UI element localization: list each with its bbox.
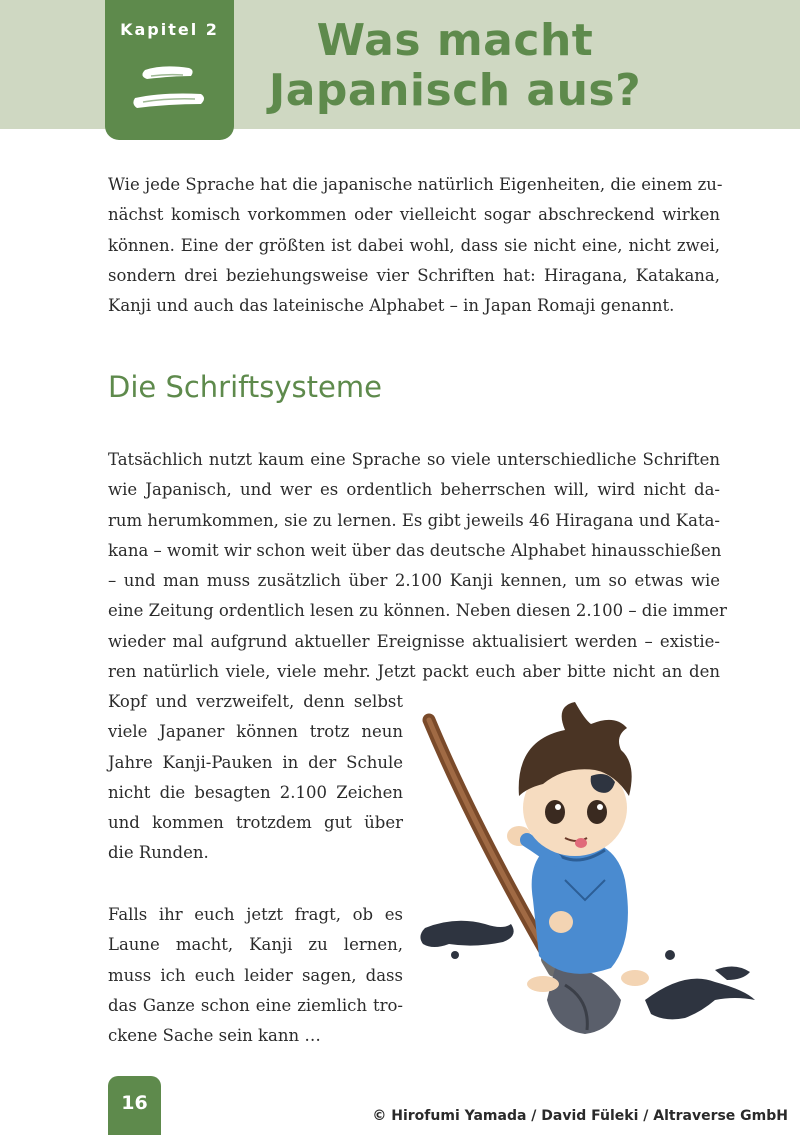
intro-paragraph <box>108 170 723 321</box>
paragraph-line: viele Japaner können trotz neun <box>108 722 403 742</box>
copyright-notice: © Hirofumi Yamada / David Füleki / Altraverse GmbH <box>372 1108 788 1124</box>
intro-line: Kanji und auch das lateinische Alphabet – in Japan Romaji genannt. <box>108 296 675 316</box>
paragraph-line: – und man muss zusätzlich über 2.100 Kanji kennen, um so etwas wie <box>108 571 720 591</box>
paragraph-line: ren natürlich viele, viele mehr. Jetzt packt euch aber bitte nicht an den <box>108 662 720 682</box>
paragraph-line: muss ich euch leider sagen, dass <box>108 965 403 985</box>
section-paragraph-2 <box>108 900 403 1051</box>
paragraph-line: eine Zeitung ordentlich lesen zu können. Neben diesen 2.100 – die immer <box>108 601 727 621</box>
chapter-tab <box>105 0 234 140</box>
title-line-1: Was macht <box>316 15 594 66</box>
intro-line: können. Eine der größten ist dabei wohl, dass sie nicht eine, nicht zwei, <box>108 235 720 255</box>
chapter-label: Kapitel 2 <box>120 20 219 39</box>
intro-line: Wie jede Sprache hat die japanische natürlich Eigenheiten, die einem zu- <box>108 175 723 194</box>
paragraph-line: wie Japanisch, und wer es ordentlich beherrschen will, wird nicht da- <box>108 480 720 500</box>
intro-line: sondern drei beziehungsweise vier Schriften hat: Hiragana, Katakana, <box>108 265 720 285</box>
paragraph-line: nicht die besagten 2.100 Zeichen <box>108 782 403 802</box>
page-title <box>255 16 655 116</box>
paragraph-line: Laune macht, Kanji zu lernen, <box>108 935 403 955</box>
paragraph-line: die Runden. <box>108 843 209 863</box>
title-line-2: Japanisch aus? <box>268 65 642 116</box>
paragraph-line: kana – womit wir schon weit über das deutsche Alphabet hinausschießen <box>108 540 722 560</box>
paragraph-line: Jahre Kanji-Pauken in der Schule <box>108 752 403 772</box>
intro-line: nächst komisch vorkommen oder vielleicht sogar abschreckend wirken <box>108 205 720 225</box>
paragraph-line: Tatsächlich nutzt kaum eine Sprache so viele unterschiedliche Schriften <box>108 450 720 469</box>
paragraph-line: Kopf und verzweifelt, denn selbst <box>108 692 403 711</box>
paragraph-line: wieder mal aufgrund aktueller Ereignisse aktualisiert werden – existie- <box>108 631 720 651</box>
section-paragraph-1-wrap <box>108 687 403 869</box>
page-number: 16 <box>121 1092 148 1114</box>
paragraph-line: rum herumkommen, sie zu lernen. Es gibt jeweils 46 Hiragana und Kata- <box>108 510 720 530</box>
paragraph-line: und kommen trotzdem gut über <box>108 813 403 833</box>
chibi-calligrapher-illustration <box>415 700 765 1045</box>
paragraph-line: Falls ihr euch jetzt fragt, ob es <box>108 905 403 924</box>
paragraph-line: das Ganze schon eine ziemlich tro- <box>108 995 403 1015</box>
page-number-box <box>108 1076 161 1135</box>
kanji-two-brush-icon <box>133 62 207 112</box>
section-paragraph-1 <box>108 445 727 687</box>
section-heading: Die Schriftsysteme <box>108 370 382 404</box>
paragraph-line: ckene Sache sein kann … <box>108 1026 321 1046</box>
